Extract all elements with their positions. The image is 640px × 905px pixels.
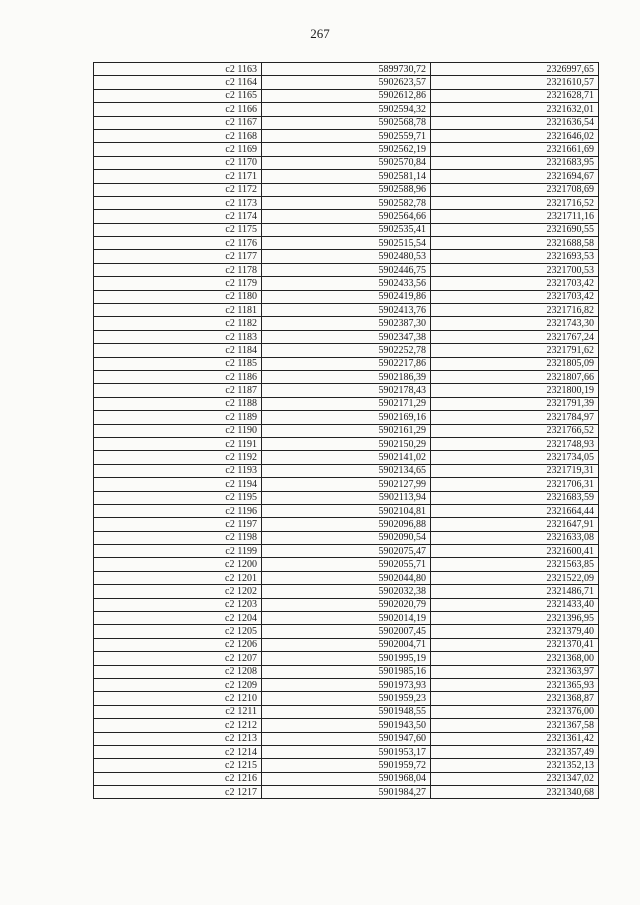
x-coordinate-cell: 5902559,71 bbox=[262, 129, 431, 142]
table-row bbox=[94, 705, 599, 718]
point-name-cell: с2 1205 bbox=[94, 625, 262, 638]
table-row bbox=[94, 237, 599, 250]
table-row bbox=[94, 652, 599, 665]
point-name-cell: с2 1178 bbox=[94, 263, 262, 276]
y-coordinate-cell: 2321647,91 bbox=[431, 518, 599, 531]
table-row bbox=[94, 504, 599, 517]
x-coordinate-cell: 5901968,04 bbox=[262, 772, 431, 785]
x-coordinate-cell: 5901947,60 bbox=[262, 732, 431, 745]
y-coordinate-cell: 2321357,49 bbox=[431, 745, 599, 758]
x-coordinate-cell: 5902480,53 bbox=[262, 250, 431, 263]
x-coordinate-cell: 5902178,43 bbox=[262, 384, 431, 397]
x-coordinate-cell: 5902419,86 bbox=[262, 290, 431, 303]
x-coordinate-cell: 5902347,38 bbox=[262, 330, 431, 343]
table-row bbox=[94, 531, 599, 544]
y-coordinate-cell: 2321805,09 bbox=[431, 357, 599, 370]
x-coordinate-cell: 5902104,81 bbox=[262, 504, 431, 517]
x-coordinate-cell: 5902582,78 bbox=[262, 196, 431, 209]
point-name-cell: с2 1167 bbox=[94, 116, 262, 129]
point-name-cell: с2 1180 bbox=[94, 290, 262, 303]
table-row bbox=[94, 786, 599, 799]
table-row bbox=[94, 63, 599, 76]
x-coordinate-cell: 5902217,86 bbox=[262, 357, 431, 370]
point-name-cell: с2 1172 bbox=[94, 183, 262, 196]
point-name-cell: с2 1210 bbox=[94, 692, 262, 705]
y-coordinate-cell: 2321748,93 bbox=[431, 437, 599, 450]
x-coordinate-cell: 5902075,47 bbox=[262, 545, 431, 558]
point-name-cell: с2 1185 bbox=[94, 357, 262, 370]
y-coordinate-cell: 2321766,52 bbox=[431, 424, 599, 437]
table-row bbox=[94, 89, 599, 102]
x-coordinate-cell: 5902446,75 bbox=[262, 263, 431, 276]
point-name-cell: с2 1182 bbox=[94, 317, 262, 330]
y-coordinate-cell: 2321347,02 bbox=[431, 772, 599, 785]
table-row bbox=[94, 143, 599, 156]
y-coordinate-cell: 2321683,95 bbox=[431, 156, 599, 169]
table-row bbox=[94, 116, 599, 129]
x-coordinate-cell: 5899730,72 bbox=[262, 63, 431, 76]
point-name-cell: с2 1184 bbox=[94, 344, 262, 357]
point-name-cell: с2 1217 bbox=[94, 786, 262, 799]
point-name-cell: с2 1175 bbox=[94, 223, 262, 236]
y-coordinate-cell: 2321716,52 bbox=[431, 196, 599, 209]
y-coordinate-cell: 2321370,41 bbox=[431, 638, 599, 651]
x-coordinate-cell: 5902570,84 bbox=[262, 156, 431, 169]
table-row bbox=[94, 263, 599, 276]
point-name-cell: с2 1204 bbox=[94, 612, 262, 625]
x-coordinate-cell: 5902515,54 bbox=[262, 237, 431, 250]
y-coordinate-cell: 2321600,41 bbox=[431, 545, 599, 558]
x-coordinate-cell: 5902562,19 bbox=[262, 143, 431, 156]
table-row bbox=[94, 183, 599, 196]
y-coordinate-cell: 2321700,53 bbox=[431, 263, 599, 276]
y-coordinate-cell: 2326997,65 bbox=[431, 63, 599, 76]
point-name-cell: с2 1166 bbox=[94, 103, 262, 116]
y-coordinate-cell: 2321610,57 bbox=[431, 76, 599, 89]
table-row bbox=[94, 732, 599, 745]
point-name-cell: с2 1190 bbox=[94, 424, 262, 437]
x-coordinate-cell: 5902413,76 bbox=[262, 304, 431, 317]
point-name-cell: с2 1188 bbox=[94, 397, 262, 410]
y-coordinate-cell: 2321743,30 bbox=[431, 317, 599, 330]
table-row bbox=[94, 772, 599, 785]
table-row bbox=[94, 759, 599, 772]
x-coordinate-cell: 5901953,17 bbox=[262, 745, 431, 758]
x-coordinate-cell: 5902090,54 bbox=[262, 531, 431, 544]
table-row bbox=[94, 304, 599, 317]
table-row bbox=[94, 370, 599, 383]
point-name-cell: с2 1203 bbox=[94, 598, 262, 611]
x-coordinate-cell: 5902141,02 bbox=[262, 451, 431, 464]
table-row bbox=[94, 223, 599, 236]
y-coordinate-cell: 2321784,97 bbox=[431, 411, 599, 424]
table-row bbox=[94, 638, 599, 651]
point-name-cell: с2 1208 bbox=[94, 665, 262, 678]
x-coordinate-cell: 5902096,88 bbox=[262, 518, 431, 531]
table-row bbox=[94, 344, 599, 357]
y-coordinate-cell: 2321767,24 bbox=[431, 330, 599, 343]
point-name-cell: с2 1173 bbox=[94, 196, 262, 209]
point-name-cell: с2 1189 bbox=[94, 411, 262, 424]
table-row bbox=[94, 665, 599, 678]
x-coordinate-cell: 5901959,23 bbox=[262, 692, 431, 705]
table-row bbox=[94, 598, 599, 611]
point-name-cell: с2 1174 bbox=[94, 210, 262, 223]
point-name-cell: с2 1176 bbox=[94, 237, 262, 250]
table-row bbox=[94, 76, 599, 89]
y-coordinate-cell: 2321376,00 bbox=[431, 705, 599, 718]
y-coordinate-cell: 2321361,42 bbox=[431, 732, 599, 745]
y-coordinate-cell: 2321368,87 bbox=[431, 692, 599, 705]
point-name-cell: с2 1177 bbox=[94, 250, 262, 263]
table-row bbox=[94, 545, 599, 558]
table-row bbox=[94, 384, 599, 397]
point-name-cell: с2 1193 bbox=[94, 464, 262, 477]
y-coordinate-cell: 2321632,01 bbox=[431, 103, 599, 116]
point-name-cell: с2 1199 bbox=[94, 545, 262, 558]
point-name-cell: с2 1164 bbox=[94, 76, 262, 89]
x-coordinate-cell: 5902044,80 bbox=[262, 571, 431, 584]
point-name-cell: с2 1215 bbox=[94, 759, 262, 772]
y-coordinate-cell: 2321352,13 bbox=[431, 759, 599, 772]
x-coordinate-cell: 5901959,72 bbox=[262, 759, 431, 772]
y-coordinate-cell: 2321711,16 bbox=[431, 210, 599, 223]
x-coordinate-cell: 5902150,29 bbox=[262, 437, 431, 450]
x-coordinate-cell: 5902055,71 bbox=[262, 558, 431, 571]
table-row bbox=[94, 424, 599, 437]
point-name-cell: с2 1187 bbox=[94, 384, 262, 397]
y-coordinate-cell: 2321716,82 bbox=[431, 304, 599, 317]
coordinates-table bbox=[93, 62, 599, 799]
y-coordinate-cell: 2321683,59 bbox=[431, 491, 599, 504]
y-coordinate-cell: 2321646,02 bbox=[431, 129, 599, 142]
table-row bbox=[94, 290, 599, 303]
table-row bbox=[94, 210, 599, 223]
y-coordinate-cell: 2321693,53 bbox=[431, 250, 599, 263]
y-coordinate-cell: 2321633,08 bbox=[431, 531, 599, 544]
y-coordinate-cell: 2321486,71 bbox=[431, 585, 599, 598]
point-name-cell: с2 1168 bbox=[94, 129, 262, 142]
y-coordinate-cell: 2321340,68 bbox=[431, 786, 599, 799]
y-coordinate-cell: 2321636,54 bbox=[431, 116, 599, 129]
table-row bbox=[94, 437, 599, 450]
table-row bbox=[94, 317, 599, 330]
x-coordinate-cell: 5902014,19 bbox=[262, 612, 431, 625]
table-row bbox=[94, 103, 599, 116]
table-row bbox=[94, 478, 599, 491]
y-coordinate-cell: 2321365,93 bbox=[431, 678, 599, 691]
table-row bbox=[94, 170, 599, 183]
x-coordinate-cell: 5902568,78 bbox=[262, 116, 431, 129]
x-coordinate-cell: 5902387,30 bbox=[262, 317, 431, 330]
y-coordinate-cell: 2321367,58 bbox=[431, 719, 599, 732]
table-row bbox=[94, 129, 599, 142]
x-coordinate-cell: 5901995,19 bbox=[262, 652, 431, 665]
y-coordinate-cell: 2321661,69 bbox=[431, 143, 599, 156]
y-coordinate-cell: 2321396,95 bbox=[431, 612, 599, 625]
y-coordinate-cell: 2321734,05 bbox=[431, 451, 599, 464]
table-row bbox=[94, 692, 599, 705]
x-coordinate-cell: 5902564,66 bbox=[262, 210, 431, 223]
table-row bbox=[94, 491, 599, 504]
point-name-cell: с2 1216 bbox=[94, 772, 262, 785]
y-coordinate-cell: 2321694,67 bbox=[431, 170, 599, 183]
point-name-cell: с2 1198 bbox=[94, 531, 262, 544]
table-row bbox=[94, 196, 599, 209]
y-coordinate-cell: 2321563,85 bbox=[431, 558, 599, 571]
y-coordinate-cell: 2321368,00 bbox=[431, 652, 599, 665]
table-row bbox=[94, 678, 599, 691]
x-coordinate-cell: 5902252,78 bbox=[262, 344, 431, 357]
x-coordinate-cell: 5901984,27 bbox=[262, 786, 431, 799]
y-coordinate-cell: 2321522,09 bbox=[431, 571, 599, 584]
point-name-cell: с2 1209 bbox=[94, 678, 262, 691]
point-name-cell: с2 1201 bbox=[94, 571, 262, 584]
point-name-cell: с2 1202 bbox=[94, 585, 262, 598]
table-row bbox=[94, 464, 599, 477]
table-row bbox=[94, 277, 599, 290]
table-row bbox=[94, 357, 599, 370]
table-row bbox=[94, 612, 599, 625]
point-name-cell: с2 1165 bbox=[94, 89, 262, 102]
y-coordinate-cell: 2321708,69 bbox=[431, 183, 599, 196]
table-row bbox=[94, 250, 599, 263]
point-name-cell: с2 1171 bbox=[94, 170, 262, 183]
y-coordinate-cell: 2321363,97 bbox=[431, 665, 599, 678]
table-row bbox=[94, 719, 599, 732]
point-name-cell: с2 1170 bbox=[94, 156, 262, 169]
table-row bbox=[94, 397, 599, 410]
x-coordinate-cell: 5902623,57 bbox=[262, 76, 431, 89]
point-name-cell: с2 1181 bbox=[94, 304, 262, 317]
point-name-cell: с2 1191 bbox=[94, 437, 262, 450]
y-coordinate-cell: 2321719,31 bbox=[431, 464, 599, 477]
table-row bbox=[94, 571, 599, 584]
point-name-cell: с2 1192 bbox=[94, 451, 262, 464]
table-row bbox=[94, 558, 599, 571]
x-coordinate-cell: 5902186,39 bbox=[262, 370, 431, 383]
point-name-cell: с2 1212 bbox=[94, 719, 262, 732]
y-coordinate-cell: 2321703,42 bbox=[431, 277, 599, 290]
point-name-cell: с2 1194 bbox=[94, 478, 262, 491]
y-coordinate-cell: 2321791,39 bbox=[431, 397, 599, 410]
y-coordinate-cell: 2321800,19 bbox=[431, 384, 599, 397]
table-row bbox=[94, 585, 599, 598]
x-coordinate-cell: 5901985,16 bbox=[262, 665, 431, 678]
x-coordinate-cell: 5902171,29 bbox=[262, 397, 431, 410]
y-coordinate-cell: 2321664,44 bbox=[431, 504, 599, 517]
point-name-cell: с2 1206 bbox=[94, 638, 262, 651]
point-name-cell: с2 1163 bbox=[94, 63, 262, 76]
x-coordinate-cell: 5902007,45 bbox=[262, 625, 431, 638]
x-coordinate-cell: 5902433,56 bbox=[262, 277, 431, 290]
x-coordinate-cell: 5901948,55 bbox=[262, 705, 431, 718]
point-name-cell: с2 1186 bbox=[94, 370, 262, 383]
point-name-cell: с2 1196 bbox=[94, 504, 262, 517]
point-name-cell: с2 1214 bbox=[94, 745, 262, 758]
x-coordinate-cell: 5902113,94 bbox=[262, 491, 431, 504]
x-coordinate-cell: 5902169,16 bbox=[262, 411, 431, 424]
x-coordinate-cell: 5902161,29 bbox=[262, 424, 431, 437]
point-name-cell: с2 1197 bbox=[94, 518, 262, 531]
y-coordinate-cell: 2321807,66 bbox=[431, 370, 599, 383]
x-coordinate-cell: 5902004,71 bbox=[262, 638, 431, 651]
table-row bbox=[94, 745, 599, 758]
point-name-cell: с2 1183 bbox=[94, 330, 262, 343]
table-row bbox=[94, 411, 599, 424]
point-name-cell: с2 1179 bbox=[94, 277, 262, 290]
x-coordinate-cell: 5901973,93 bbox=[262, 678, 431, 691]
x-coordinate-cell: 5902581,14 bbox=[262, 170, 431, 183]
y-coordinate-cell: 2321688,58 bbox=[431, 237, 599, 250]
x-coordinate-cell: 5902134,65 bbox=[262, 464, 431, 477]
x-coordinate-cell: 5902612,86 bbox=[262, 89, 431, 102]
y-coordinate-cell: 2321706,31 bbox=[431, 478, 599, 491]
table-row bbox=[94, 451, 599, 464]
y-coordinate-cell: 2321791,62 bbox=[431, 344, 599, 357]
x-coordinate-cell: 5902594,32 bbox=[262, 103, 431, 116]
x-coordinate-cell: 5901943,50 bbox=[262, 719, 431, 732]
y-coordinate-cell: 2321628,71 bbox=[431, 89, 599, 102]
table-row bbox=[94, 330, 599, 343]
point-name-cell: с2 1211 bbox=[94, 705, 262, 718]
point-name-cell: с2 1200 bbox=[94, 558, 262, 571]
x-coordinate-cell: 5902127,99 bbox=[262, 478, 431, 491]
table-row bbox=[94, 156, 599, 169]
table-row bbox=[94, 518, 599, 531]
point-name-cell: с2 1207 bbox=[94, 652, 262, 665]
y-coordinate-cell: 2321379,40 bbox=[431, 625, 599, 638]
point-name-cell: с2 1195 bbox=[94, 491, 262, 504]
point-name-cell: с2 1213 bbox=[94, 732, 262, 745]
y-coordinate-cell: 2321690,55 bbox=[431, 223, 599, 236]
x-coordinate-cell: 5902535,41 bbox=[262, 223, 431, 236]
page-number: 267 bbox=[310, 26, 330, 41]
point-name-cell: с2 1169 bbox=[94, 143, 262, 156]
y-coordinate-cell: 2321703,42 bbox=[431, 290, 599, 303]
x-coordinate-cell: 5902032,38 bbox=[262, 585, 431, 598]
table-row bbox=[94, 625, 599, 638]
x-coordinate-cell: 5902020,79 bbox=[262, 598, 431, 611]
y-coordinate-cell: 2321433,40 bbox=[431, 598, 599, 611]
coordinates-table-body bbox=[94, 63, 599, 799]
x-coordinate-cell: 5902588,96 bbox=[262, 183, 431, 196]
